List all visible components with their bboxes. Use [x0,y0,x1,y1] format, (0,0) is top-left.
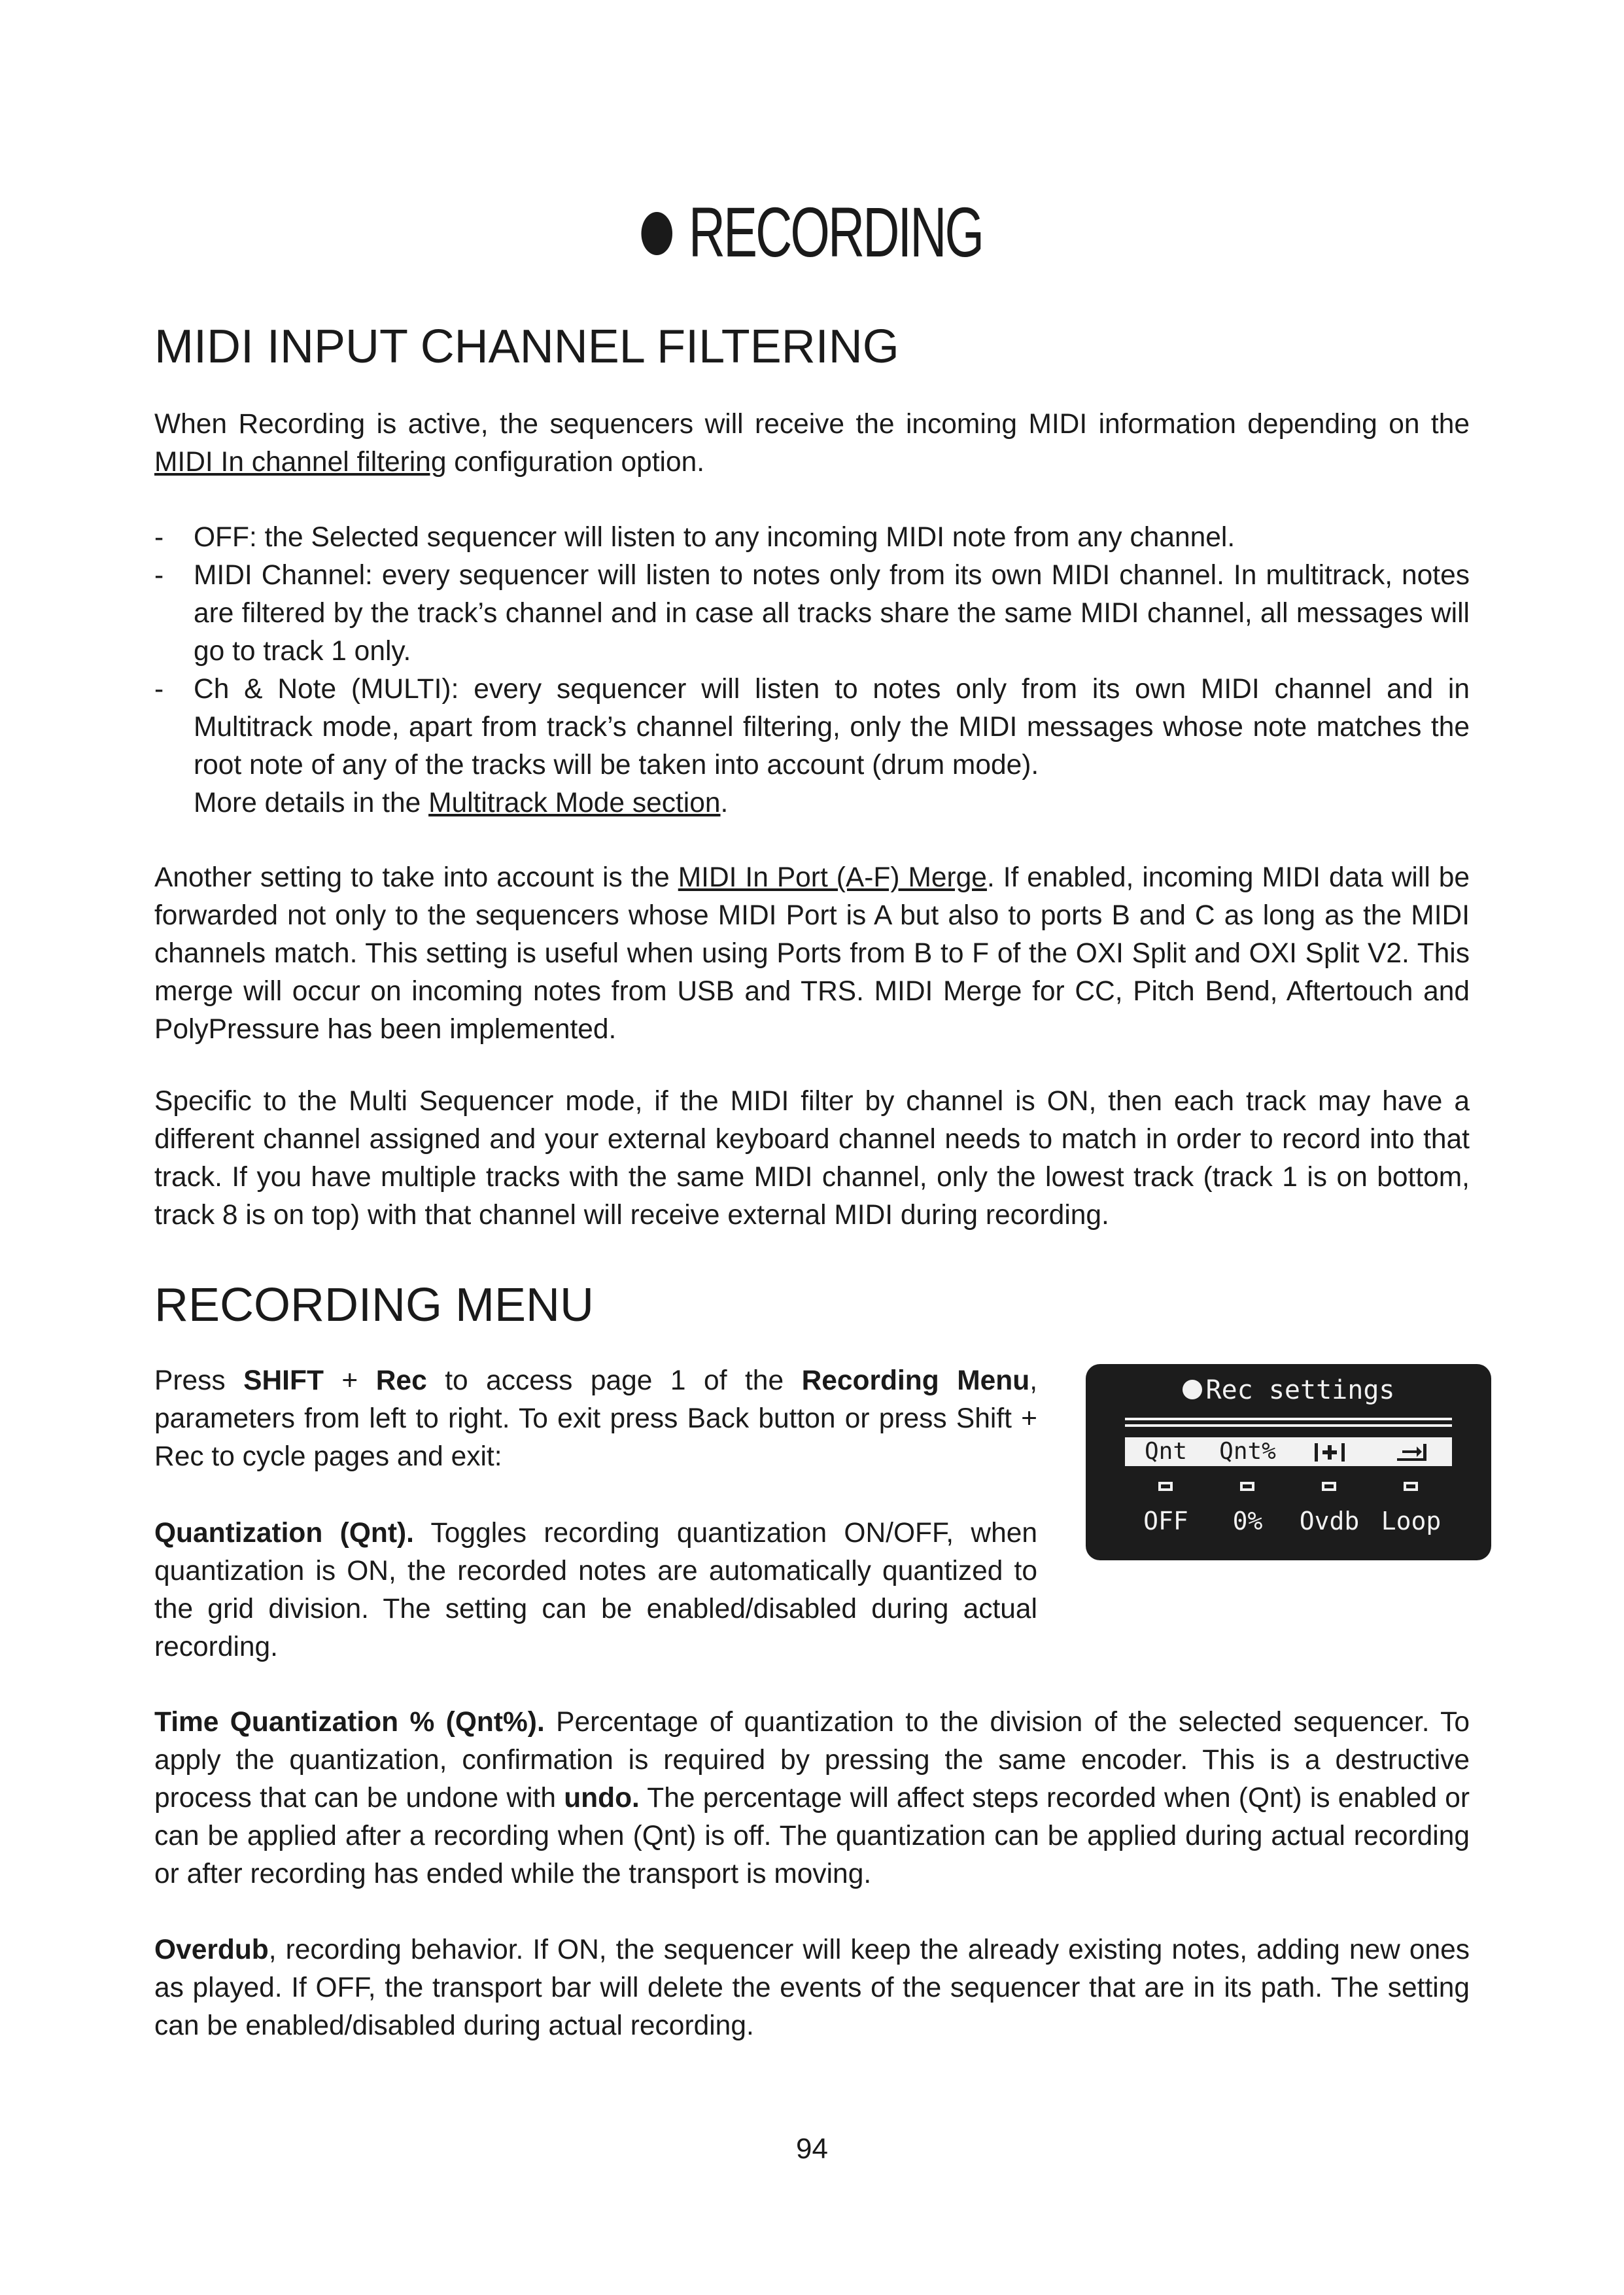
encoder-indicator [1322,1482,1336,1491]
section-heading-midi-filtering: MIDI INPUT CHANNEL FILTERING [154,321,899,373]
rec-dot-icon [1183,1380,1202,1399]
filter-options-list [154,519,1470,822]
page-number: 94 [796,2133,828,2165]
encoder-indicator [1240,1482,1254,1491]
screen-title: Rec settings [1086,1375,1491,1406]
list-item-midi-channel: - MIDI Channel: every sequencer will listen to notes only from its own MIDI channel. In multitrack, notes are filtered by the track’s channel and in case all tracks share the same MIDI channel, all messages will go to track 1 only. [154,560,1470,667]
page-title-text: RECORDING [688,192,983,272]
param-value-overdub: Ovdb [1299,1507,1360,1535]
param-label-qnt-percent: Qnt% [1219,1438,1276,1465]
param-label-qnt: Qnt [1144,1438,1188,1465]
screen-divider [1125,1424,1452,1427]
encoder-indicator [1404,1482,1418,1491]
page-title [228,193,1397,272]
encoder-indicator [1158,1482,1173,1491]
list-item-off: - OFF: the Selected sequencer will listen to any incoming MIDI note from any channel. [154,522,1235,553]
param-label-overdub [1288,1437,1370,1466]
multi-sequencer-paragraph: Specific to the Multi Sequencer mode, if the MIDI filter by channel is ON, then each track may have a different channel assigned and your external keyboard channel needs to match in order to record into that track. If you have multiple tracks with the same MIDI channel, only the lowest track (track 1 is on bottom, track 8 is on top) with that channel will receive external MIDI during recording. [154,1086,1470,1231]
screen-divider [1125,1418,1452,1420]
midi-filtering-intro: When Recording is active, the sequencers will receive the incoming MIDI information depending on the MIDI In channel filtering configuration option. [154,409,1470,478]
multitrack-mode-link[interactable]: Multitrack Mode section [428,788,721,818]
param-label-loop [1370,1437,1452,1466]
section-heading-recording-menu: RECORDING MENU [154,1279,595,1331]
list-item-ch-note: - Ch & Note (MULTI): every sequencer will listen to notes only from its own MIDI channel and in Multitrack mode, apart from track’s channel filtering, only the MIDI messages whose note matches the root note of any of the tracks will be taken into account (drum mode). More details in the Multitrack Mode section. [154,674,1470,818]
midi-in-channel-filtering-link[interactable]: MIDI In channel filtering [154,447,447,478]
param-value-qnt: OFF [1143,1507,1188,1535]
quantization-paragraph: Quantization (Qnt). Toggles recording quantization ON/OFF, when quantization is ON, the recorded notes are automatically quantized to the grid division. The setting can be enabled/disabled during actual recording. [154,1518,1037,1662]
midi-in-port-merge-link[interactable]: MIDI In Port (A-F) Merge [678,862,987,893]
overdub-icon [1313,1441,1347,1463]
rec-settings-screen [1086,1364,1491,1560]
time-quantization-paragraph: Time Quantization % (Qnt%). Percentage of quantization to the division of the selected sequencer. To apply the quantization, confirmation is required by pressing the same encoder. This is a destructive process that can be undone with undo. The percentage will affect steps recorded when (Qnt) is enabled or can be applied after a recording when (Qnt) is off. The quantization can be applied during actual recording or after recording has ended while the transport is moving. [154,1707,1470,1889]
midi-merge-paragraph: Another setting to take into account is the MIDI In Port (A-F) Merge. If enabled, incoming MIDI data will be forwarded not only to the sequencers whose MIDI Port is A but also to ports B and C as long as the MIDI channels match. This setting is useful when using Ports from B to F of the OXI Split and OXI Split V2. This merge will occur on incoming notes from USB and TRS. MIDI Merge for CC, Pitch Bend, Aftertouch and PolyPressure has been implemented. [154,862,1470,1045]
param-value-loop: Loop [1381,1507,1442,1535]
overdub-paragraph: Overdub, recording behavior. If ON, the sequencer will keep the already existing notes, adding new ones as played. If OFF, the transport bar will delete the events of the sequencer that are in its path. The setting can be enabled/disabled during actual recording. [154,1935,1470,2041]
loop-icon [1394,1441,1428,1463]
record-dot-icon [642,212,673,255]
recording-menu-access: Press SHIFT + Rec to access page 1 of the Recording Menu, parameters from left to right. To exit press Back button or press Shift + Rec to cycle pages and exit: [154,1365,1037,1472]
param-value-qnt-percent: 0% [1232,1507,1263,1535]
